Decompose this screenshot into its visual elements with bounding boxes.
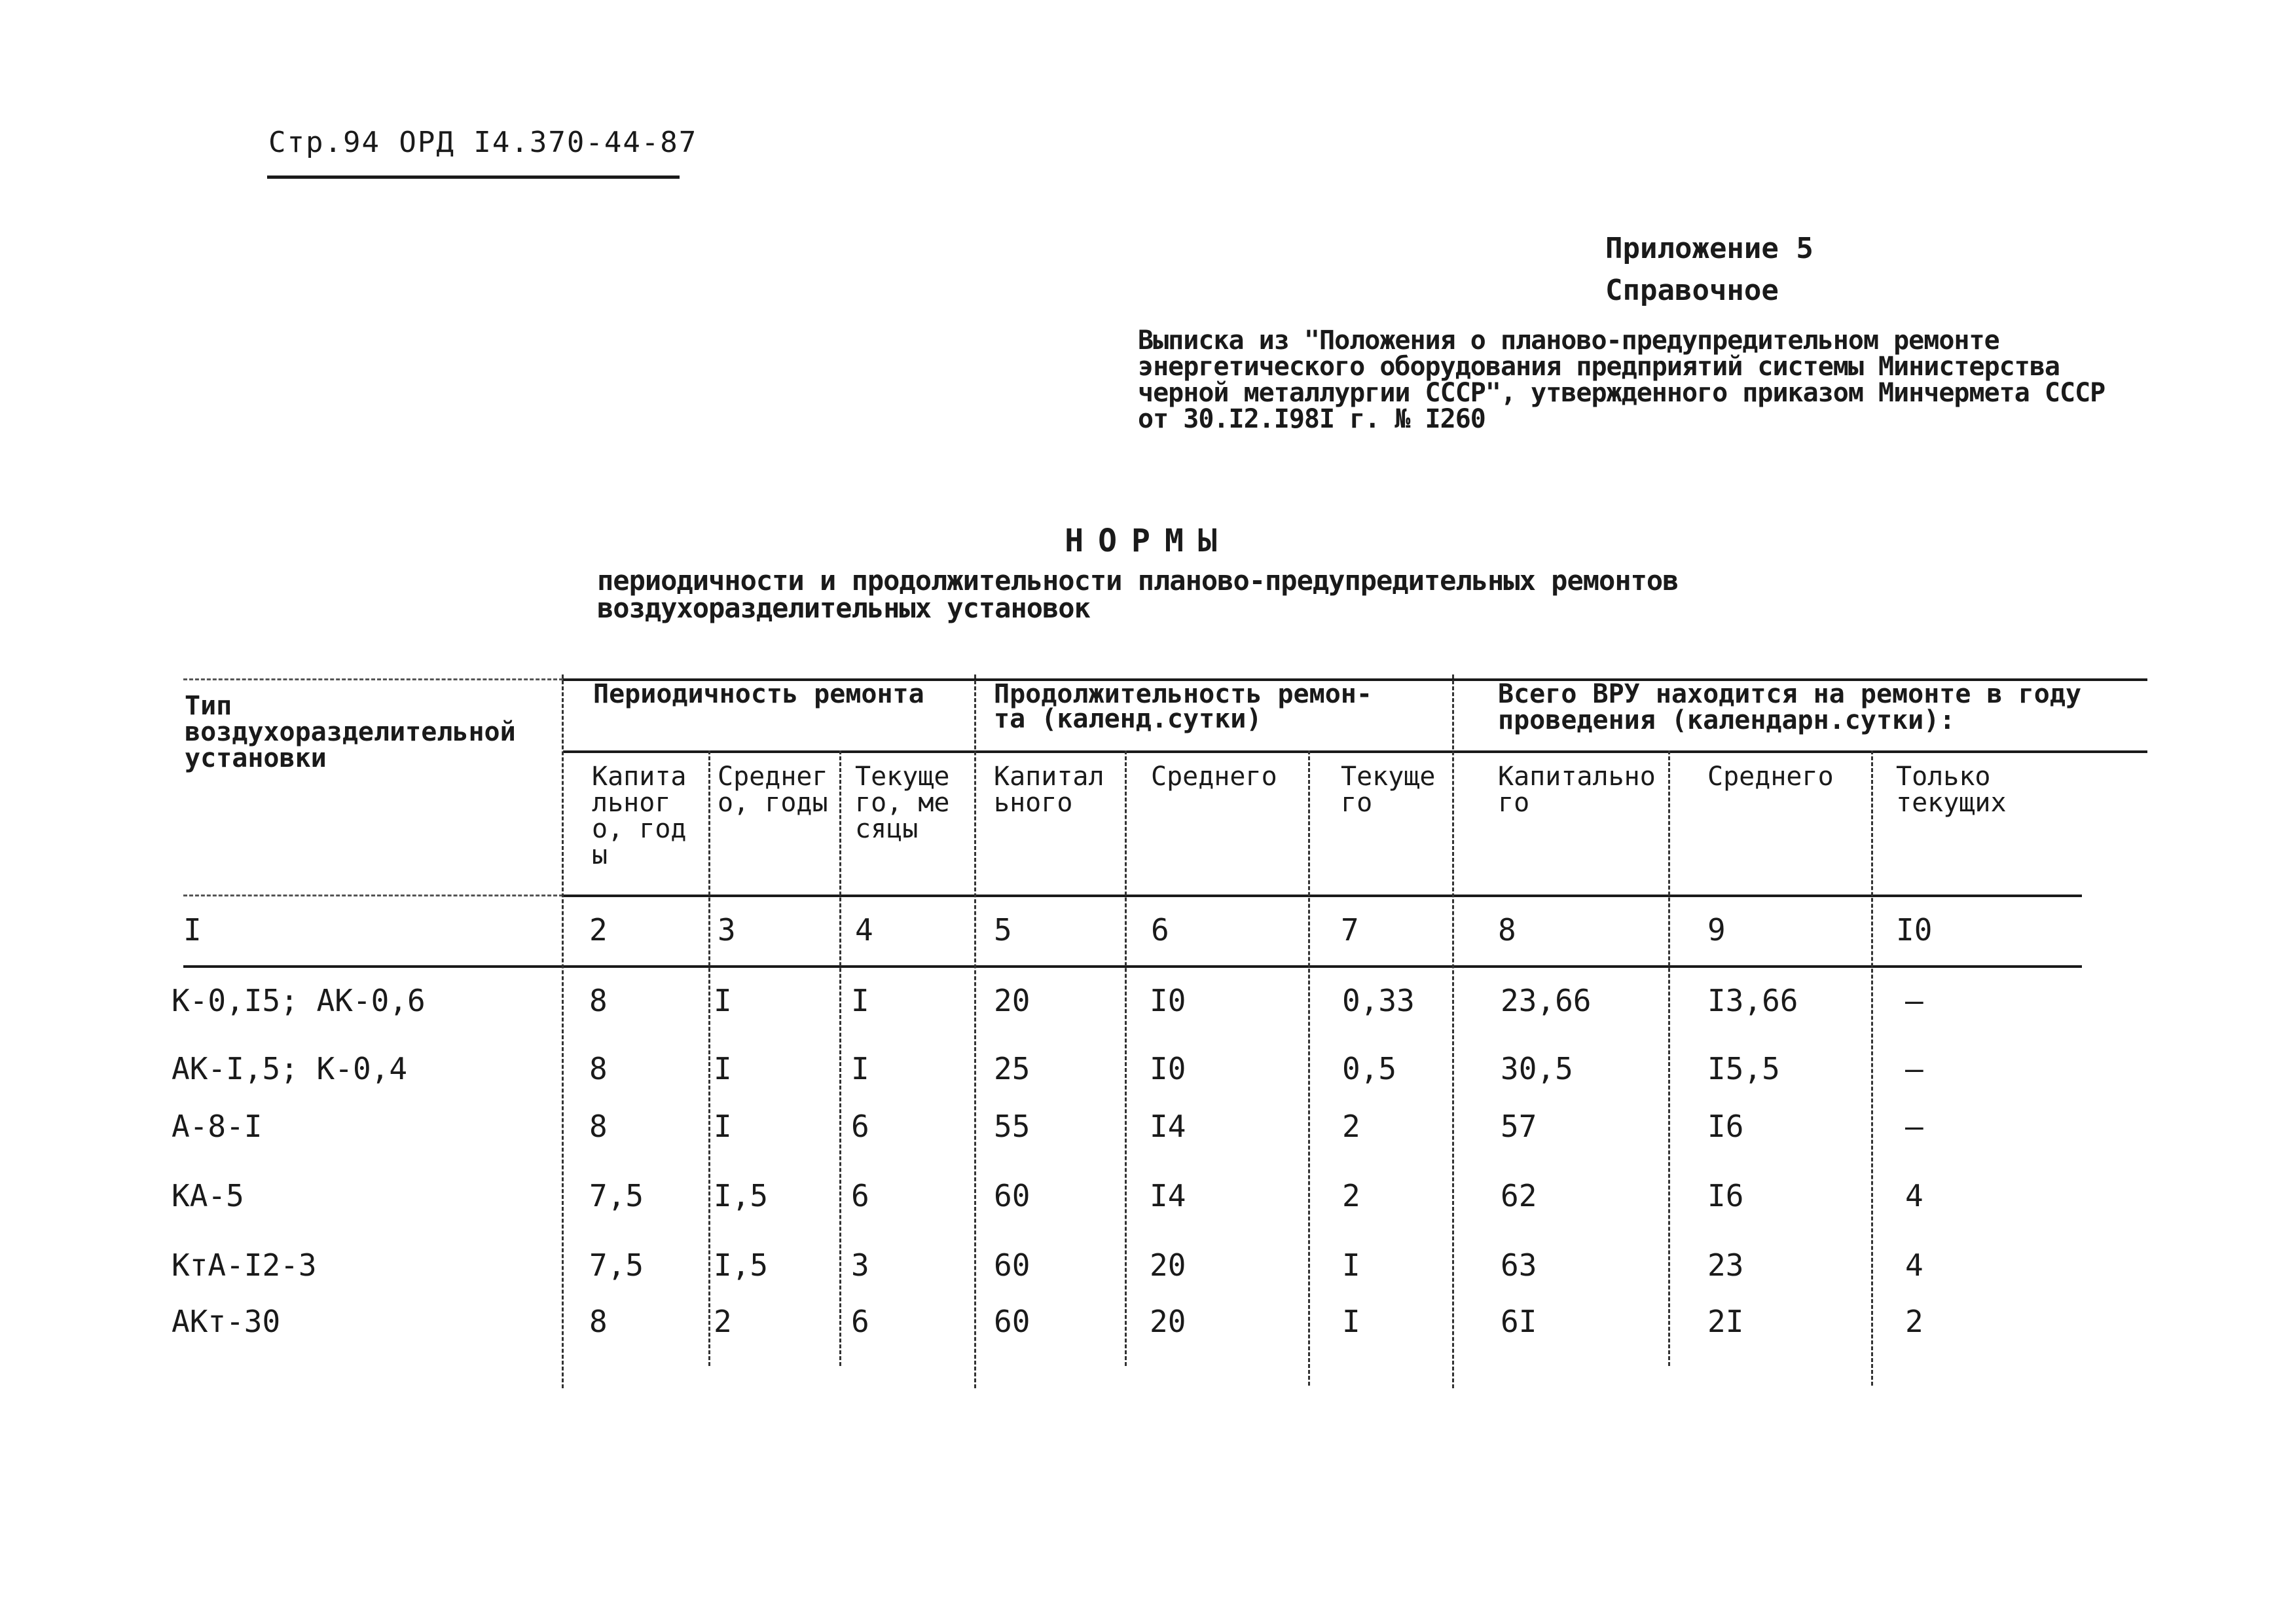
sub-header-capital-years: Капитального, годы: [592, 762, 687, 870]
row-value: 23,66: [1501, 983, 1592, 1018]
row-value: 8: [589, 1109, 608, 1144]
row-value: 7,5: [589, 1247, 644, 1283]
table-rule-numbers-bottom: [183, 965, 2082, 968]
row-value: I,5: [714, 1178, 769, 1213]
column-number: 9: [1707, 912, 1726, 948]
sub-header-medium-duration: Среднего: [1151, 762, 1277, 792]
table-rule-header-bottom-left: [183, 895, 563, 896]
row-value: 6I: [1501, 1304, 1537, 1339]
sub-header-current-only: Только текущих: [1896, 762, 2007, 818]
col-divider-8: [1668, 750, 1670, 1366]
row-value: 2: [1342, 1178, 1360, 1213]
row-value: –: [1905, 983, 1923, 1018]
col1-header: Тип воздухоразделительной установки: [185, 691, 516, 773]
row-installation-type: АК-I,5; К-0,4: [172, 1051, 408, 1086]
table-rule-header-bottom: [563, 895, 2082, 897]
column-number: I0: [1896, 912, 1933, 948]
row-installation-type: А-8-I: [172, 1109, 263, 1144]
row-installation-type: КтА-I2-3: [172, 1247, 317, 1283]
row-value: 20: [1150, 1304, 1186, 1339]
row-value: 6: [851, 1109, 869, 1144]
row-value: I: [851, 983, 869, 1018]
col-divider-3: [839, 750, 841, 1366]
column-number: 2: [589, 912, 608, 948]
row-value: I4: [1150, 1109, 1186, 1144]
row-value: 30,5: [1501, 1051, 1573, 1086]
row-value: –: [1905, 1109, 1923, 1144]
row-value: 57: [1501, 1109, 1537, 1144]
row-value: I: [714, 1109, 732, 1144]
row-value: 60: [994, 1304, 1030, 1339]
column-number: 4: [855, 912, 873, 948]
row-value: 2: [1905, 1304, 1923, 1339]
col-divider-5: [1125, 750, 1127, 1366]
group-header-total: Всего ВРУ находится на ремонте в году проведения (календарн.сутки):: [1498, 679, 2082, 735]
row-value: 2: [714, 1304, 732, 1339]
sub-header-current-duration: Текущего: [1341, 762, 1436, 818]
column-number: 5: [994, 912, 1012, 948]
row-value: I5,5: [1707, 1051, 1780, 1086]
row-value: 63: [1501, 1247, 1537, 1283]
row-value: 4: [1905, 1247, 1923, 1283]
row-installation-type: КА-5: [172, 1178, 244, 1213]
column-number: 6: [1151, 912, 1169, 948]
col-divider-4: [974, 674, 976, 1388]
sub-header-medium-total: Среднего: [1707, 762, 1834, 792]
page-reference: Стр.94 ОРД I4.370-44-87: [268, 126, 698, 159]
row-value: 0,5: [1342, 1051, 1397, 1086]
group-header-duration-line1: Продолжительность ремон-: [994, 679, 1372, 709]
row-value: I: [714, 1051, 732, 1086]
column-number: I: [183, 912, 202, 948]
column-number: 8: [1498, 912, 1516, 948]
col-divider-6: [1308, 750, 1310, 1386]
sub-header-capital-duration: Капитального: [994, 762, 1104, 818]
row-value: 6: [851, 1304, 869, 1339]
row-value: 0,33: [1342, 983, 1415, 1018]
row-installation-type: АКт-30: [172, 1304, 281, 1339]
row-value: 8: [589, 983, 608, 1018]
col-divider-2: [708, 750, 710, 1366]
row-value: 8: [589, 1304, 608, 1339]
row-value: I: [714, 983, 732, 1018]
row-value: I: [851, 1051, 869, 1086]
row-value: 25: [994, 1051, 1030, 1086]
page-reference-underline: [267, 175, 680, 179]
row-value: 8: [589, 1051, 608, 1086]
row-value: I0: [1150, 983, 1186, 1018]
row-value: I: [1342, 1304, 1360, 1339]
row-value: 4: [1905, 1178, 1923, 1213]
sub-header-capital-total: Капитального: [1498, 762, 1656, 818]
appendix-label-block: [1605, 228, 1813, 312]
group-header-duration-line2: та (календ.сутки): [994, 704, 1262, 734]
row-value: 55: [994, 1109, 1030, 1144]
document-title: НОРМЫ: [1065, 523, 1231, 559]
row-value: 3: [851, 1247, 869, 1283]
appendix-type: Справочное: [1605, 274, 1779, 307]
column-number: 3: [718, 912, 736, 948]
row-value: 60: [994, 1178, 1030, 1213]
row-value: –: [1905, 1051, 1923, 1086]
row-value: 60: [994, 1247, 1030, 1283]
row-value: 2: [1342, 1109, 1360, 1144]
row-value: 2I: [1707, 1304, 1744, 1339]
row-value: 20: [1150, 1247, 1186, 1283]
sub-header-current-months: Текущего, месяцы: [855, 762, 950, 844]
appendix-number: Приложение 5: [1605, 232, 1813, 265]
row-value: 62: [1501, 1178, 1537, 1213]
row-value: I6: [1707, 1178, 1744, 1213]
group-header-periodicity: Периодичность ремонта: [593, 679, 924, 709]
row-value: I3,66: [1707, 983, 1798, 1018]
row-value: I0: [1150, 1051, 1186, 1086]
table-rule-top-left: [183, 678, 563, 680]
row-value: I6: [1707, 1109, 1744, 1144]
row-value: 20: [994, 983, 1030, 1018]
row-value: 7,5: [589, 1178, 644, 1213]
row-value: 23: [1707, 1247, 1744, 1283]
row-value: I,5: [714, 1247, 769, 1283]
table-rule-subheader: [563, 750, 2147, 753]
row-value: I4: [1150, 1178, 1186, 1213]
col-divider-7: [1452, 674, 1454, 1388]
column-number: 7: [1341, 912, 1359, 948]
row-installation-type: К-0,I5; АК-0,6: [172, 983, 426, 1018]
extract-note: Выписка из "Положения о планово-предупредительном ремонте энергетического оборудования предприятий системы Министерства черной металлургии СССР", утвержденного приказом Минчермета СССР от 30.I2.I98I г. № I260: [1138, 325, 2121, 434]
sub-header-medium-years: Среднего, годы: [718, 762, 828, 818]
col-divider-1: [562, 674, 564, 1388]
col-divider-9: [1871, 750, 1873, 1386]
row-value: I: [1342, 1247, 1360, 1283]
document-subtitle: периодичности и продолжительности планово-предупредительных ремонтов воздухоразделительных установок: [597, 564, 1679, 624]
row-value: 6: [851, 1178, 869, 1213]
